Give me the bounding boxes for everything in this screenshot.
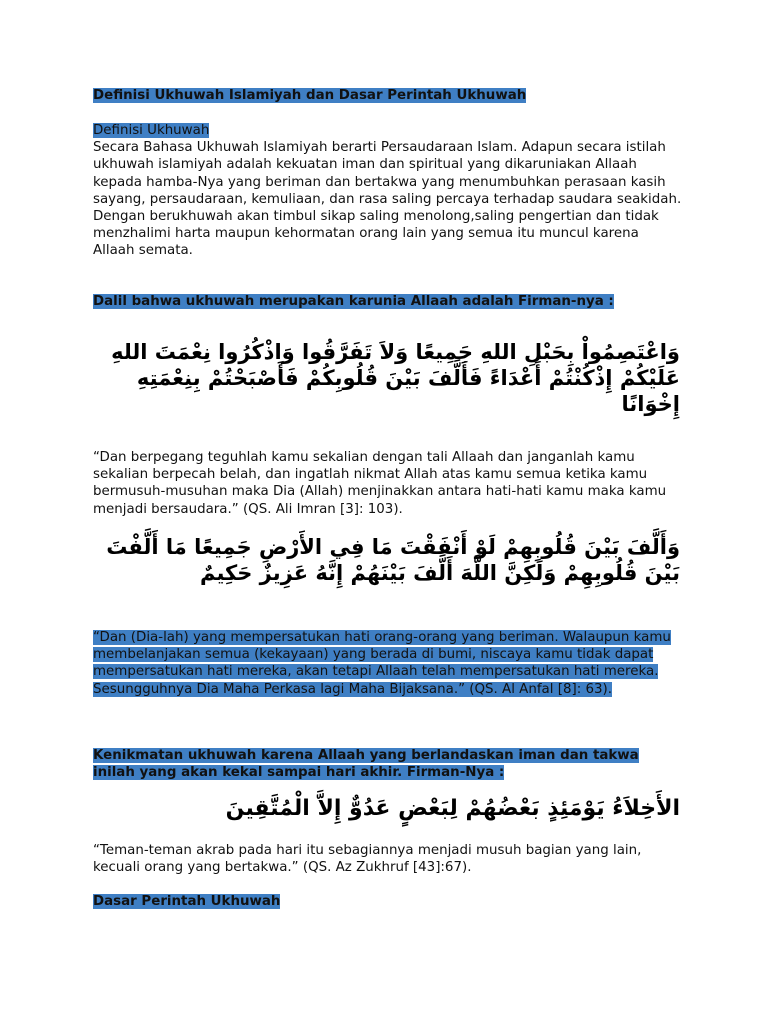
definisi-heading: Definisi Ukhuwah <box>93 123 210 138</box>
translation-ali-imran: “Dan berpegang teguhlah kamu sekalian dengan tali Allaah dan janganlah kamu sekalian berpecah belah, dan ingatlah nikmat Allah atas kamu semua ketika kamu bermusuh-musuhan maka Dia (Allah) menjinakkan antara hati-hati kamu maka kamu menjadi bersaudara.” (QS. Ali Imran [3]: 103). <box>93 450 667 517</box>
definisi-paragraph: Secara Bahasa Ukhuwah Islamiyah berarti Persaudaraan Islam. Adapun secara istilah ukhuwah islamiyah adalah kekuatan iman dan spiritual yang dikaruniakan Allaah kepada hamba-Nya yang beriman dan bertakwa yang menumbuhkan perasaan kasih sayang, persaudaraan, kemuliaan, dan rasa saling percaya terhadap saudara seakidah. Dengan berukhuwah akan timbul sikap saling menolong,saling pengertian dan tidak menzhalimi harta maupun kehormatan orang lain yang semua itu muncul karena Allaah semata. <box>93 140 682 259</box>
arabic-verse-ali-imran: وَاعْتَصِمُواْ بِحَبْلِ اللهِ جَمِيعًا وَلاَ تَفَرَّقُوا وَاذْكُرُوا نِعْمَتَ اللهِ عَلَيْكُمْ إِذْكُنْتُمْ أَعْدَاءً فَأَلَّفَ بَيْنَ قُلُوبِكُمْ فَأَصْبَحْتُمْ بِنِعْمَتِهِ إِخْوَانًا <box>111 340 680 416</box>
translation-az-zukhruf: “Teman-teman akrab pada hari itu sebagiannya menjadi musuh bagian yang lain, kecuali orang yang bertakwa.” (QS. Az Zukhruf [43]:67). <box>93 843 642 876</box>
section-definisi <box>93 122 683 260</box>
arabic-verse-az-zukhruf: الأَخِلاَءُ يَوْمَئِذٍ بَعْضُهُمْ لِبَعْضٍ عَدُوٌّ إِلاَّ الْمُتَّقِينَ <box>225 796 680 821</box>
translation-al-anfal: “Dan (Dia-lah) yang mempersatukan hati orang-orang yang beriman. Walaupun kamu membelanjakan semua (kekayaan) yang berada di bumi, niscaya kamu tidak dapat mempersatukan hati mereka, akan tetapi Allaah telah mempersatukan hati mereka. Sesungguhnya Dia Maha Perkasa lagi Maha Bijaksana.” (QS. Al Anfal [8]: 63). <box>93 630 671 697</box>
kenikmatan-heading: Kenikmatan ukhuwah karena Allaah yang berlandaskan iman dan takwa inilah yang akan kekal sampai hari akhir. Firman-Nya : <box>93 748 639 781</box>
arabic-verse-al-anfal: وَأَلَّفَ بَيْنَ قُلُوبِهِمْ لَوْ أَنْفَقْتَ مَا فِي الأَرْضِ جَمِيعًا مَا أَلَّفْتَ بَيْنَ قُلُوبِهِمْ وَلَكِنَّ اللَّهَ أَلَّفَ بَيْنَهُمْ إِنَّهُ عَزِيزٌ حَكِيمٌ <box>106 535 680 585</box>
dasar-perintah-heading: Dasar Perintah Ukhuwah <box>93 894 281 909</box>
dalil-heading: Dalil bahwa ukhuwah merupakan karunia Allaah adalah Firman-nya : <box>93 294 614 309</box>
document-title: Definisi Ukhuwah Islamiyah dan Dasar Perintah Ukhuwah <box>93 88 527 103</box>
